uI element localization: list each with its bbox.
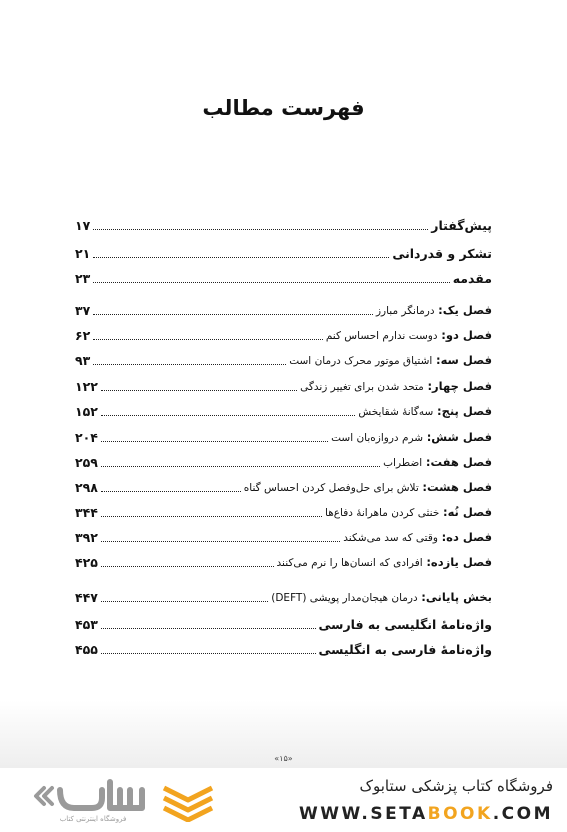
toc-chapter-title: درمان هیجان‌مدار پویشی (DEFT) bbox=[271, 592, 418, 604]
toc-page-number: ۴۴۷ bbox=[75, 590, 98, 605]
toc-entry-label bbox=[271, 589, 492, 606]
toc-chapter-number: فصل دو: bbox=[441, 328, 492, 342]
toc-entry-label: مقدمه bbox=[452, 271, 492, 286]
toc-entry-label bbox=[343, 529, 492, 546]
toc-entry bbox=[75, 524, 492, 546]
toc-page-number: ۹۳ bbox=[75, 353, 91, 368]
store-footer-banner bbox=[0, 768, 567, 832]
toc-chapter-title: متحد شدن برای تغییر زندگی bbox=[300, 381, 424, 393]
toc-page-number: ۱۵۲ bbox=[75, 404, 98, 419]
toc-chapter-title: خنثی کردن ماهرانهٔ دفاع‌ها bbox=[325, 507, 440, 519]
toc-page-number: ۱۲۲ bbox=[75, 379, 98, 394]
toc-chapter-title: اشتیاق موتور محرک درمان است bbox=[289, 355, 433, 367]
toc-entry bbox=[75, 499, 492, 521]
dot-leader bbox=[93, 257, 389, 258]
toc-page-number: ۲۱ bbox=[75, 246, 91, 261]
toc-entry-label: پیش‌گفتار bbox=[431, 218, 492, 233]
page-title: فهرست مطالب bbox=[202, 96, 365, 120]
dot-leader bbox=[93, 339, 323, 340]
page-number: «۱۵» bbox=[274, 754, 293, 763]
toc-page-number: ۲۵۹ bbox=[75, 455, 98, 470]
logo-tagline: فروشگاه اینترنتی کتاب bbox=[59, 815, 127, 823]
dot-leader bbox=[101, 466, 380, 467]
toc-chapter-number: فصل ده: bbox=[441, 530, 492, 544]
toc-entry-label bbox=[326, 327, 492, 344]
toc-page-number: ۲۰۴ bbox=[75, 430, 98, 445]
toc-entry bbox=[75, 322, 492, 344]
dot-leader bbox=[101, 415, 356, 416]
toc-chapter-title: دوست ندارم احساس کنم bbox=[325, 330, 438, 342]
toc-entry-label bbox=[383, 454, 492, 471]
toc-page-number: ۳۹۲ bbox=[75, 530, 98, 545]
toc-entry-label: واژه‌نامهٔ فارسی به انگلیسی bbox=[318, 642, 492, 657]
toc-entry-label bbox=[277, 554, 492, 571]
toc-page-number: ۲۹۸ bbox=[75, 480, 98, 495]
toc-page-number: ۱۷ bbox=[75, 218, 91, 233]
toc-entry-label bbox=[244, 479, 492, 496]
toc-entry bbox=[75, 398, 492, 420]
toc-entry bbox=[75, 424, 492, 446]
toc-entry bbox=[75, 373, 492, 395]
toc-entry-label: تشکر و قدردانی bbox=[392, 246, 492, 261]
toc-entry-label bbox=[331, 429, 492, 446]
toc-chapter-title: شرم دروازه‌بان است bbox=[331, 432, 424, 444]
toc-chapter-number: بخش پایانی: bbox=[421, 590, 492, 604]
url-highlight: BOOK bbox=[427, 804, 493, 824]
toc-page-number: ۴۵۵ bbox=[75, 642, 98, 657]
store-name: فروشگاه کتاب پزشکی ستابوک bbox=[359, 777, 553, 795]
toc-chapter-title: درمانگر مبارز bbox=[375, 305, 435, 317]
toc-chapter-title: سه‌گانهٔ شقایخش bbox=[358, 406, 434, 418]
toc-entry bbox=[75, 240, 492, 262]
dot-leader bbox=[101, 628, 316, 629]
toc-page-number: ۴۲۵ bbox=[75, 555, 98, 570]
toc-chapter-number: فصل پنج: bbox=[436, 404, 492, 418]
toc-entry bbox=[75, 449, 492, 471]
toc-chapter-number: فصل سه: bbox=[435, 353, 492, 367]
toc-entry bbox=[75, 265, 492, 287]
toc-chapter-title: وقتی که سد می‌شکند bbox=[343, 532, 438, 544]
toc-chapter-number: فصل چهار: bbox=[427, 379, 492, 393]
setabook-logo-mark-icon bbox=[160, 782, 216, 822]
toc-chapter-title: اضطراب bbox=[383, 457, 423, 469]
dot-leader bbox=[101, 541, 340, 542]
store-url[interactable] bbox=[299, 804, 553, 824]
url-suffix: .COM bbox=[492, 804, 553, 824]
toc-entry bbox=[75, 549, 492, 571]
toc-entry bbox=[75, 212, 492, 234]
toc-chapter-number: فصل شش: bbox=[426, 430, 492, 444]
toc-entry bbox=[75, 584, 492, 606]
toc-entry-label bbox=[289, 352, 492, 369]
toc-page-number: ۳۷ bbox=[75, 303, 91, 318]
toc-entry bbox=[75, 636, 492, 658]
toc-chapter-number: فصل نُه: bbox=[442, 505, 492, 519]
dot-leader bbox=[101, 390, 297, 391]
toc-entry-label bbox=[358, 403, 492, 420]
url-prefix: WWW.SETA bbox=[299, 804, 428, 824]
toc-chapter-number: فصل یک: bbox=[438, 303, 492, 317]
dot-leader bbox=[93, 229, 428, 230]
dot-leader bbox=[101, 516, 322, 517]
toc-page-number: ۴۵۳ bbox=[75, 617, 98, 632]
toc-entry-label bbox=[325, 504, 492, 521]
dot-leader bbox=[101, 441, 328, 442]
dot-leader bbox=[93, 364, 286, 365]
setabook-logo-wordmark-icon bbox=[32, 776, 152, 816]
dot-leader bbox=[101, 566, 274, 567]
toc-chapter-title: افرادی که انسان‌ها را نرم می‌کنند bbox=[276, 557, 423, 569]
dot-leader bbox=[101, 491, 241, 492]
toc-entry bbox=[75, 474, 492, 496]
toc-entry bbox=[75, 347, 492, 369]
dot-leader bbox=[93, 282, 449, 283]
toc-page-number: ۳۴۴ bbox=[75, 505, 98, 520]
dot-leader bbox=[93, 314, 373, 315]
toc-chapter-title: تلاش برای حل‌وفصل کردن احساس گناه bbox=[243, 482, 419, 494]
toc-entry-label bbox=[300, 378, 492, 395]
toc-entry bbox=[75, 611, 492, 633]
toc-chapter-number: فصل یازده: bbox=[426, 555, 492, 569]
toc-page-number: ۶۲ bbox=[75, 328, 91, 343]
toc-entry-label: واژه‌نامهٔ انگلیسی به فارسی bbox=[318, 617, 492, 632]
dot-leader bbox=[101, 601, 268, 602]
toc-entry-label bbox=[376, 302, 492, 319]
toc-page-number: ۲۳ bbox=[75, 271, 91, 286]
toc-entry bbox=[75, 297, 492, 319]
toc-chapter-number: فصل هفت: bbox=[425, 455, 492, 469]
toc-chapter-number: فصل هشت: bbox=[422, 480, 492, 494]
dot-leader bbox=[101, 653, 316, 654]
